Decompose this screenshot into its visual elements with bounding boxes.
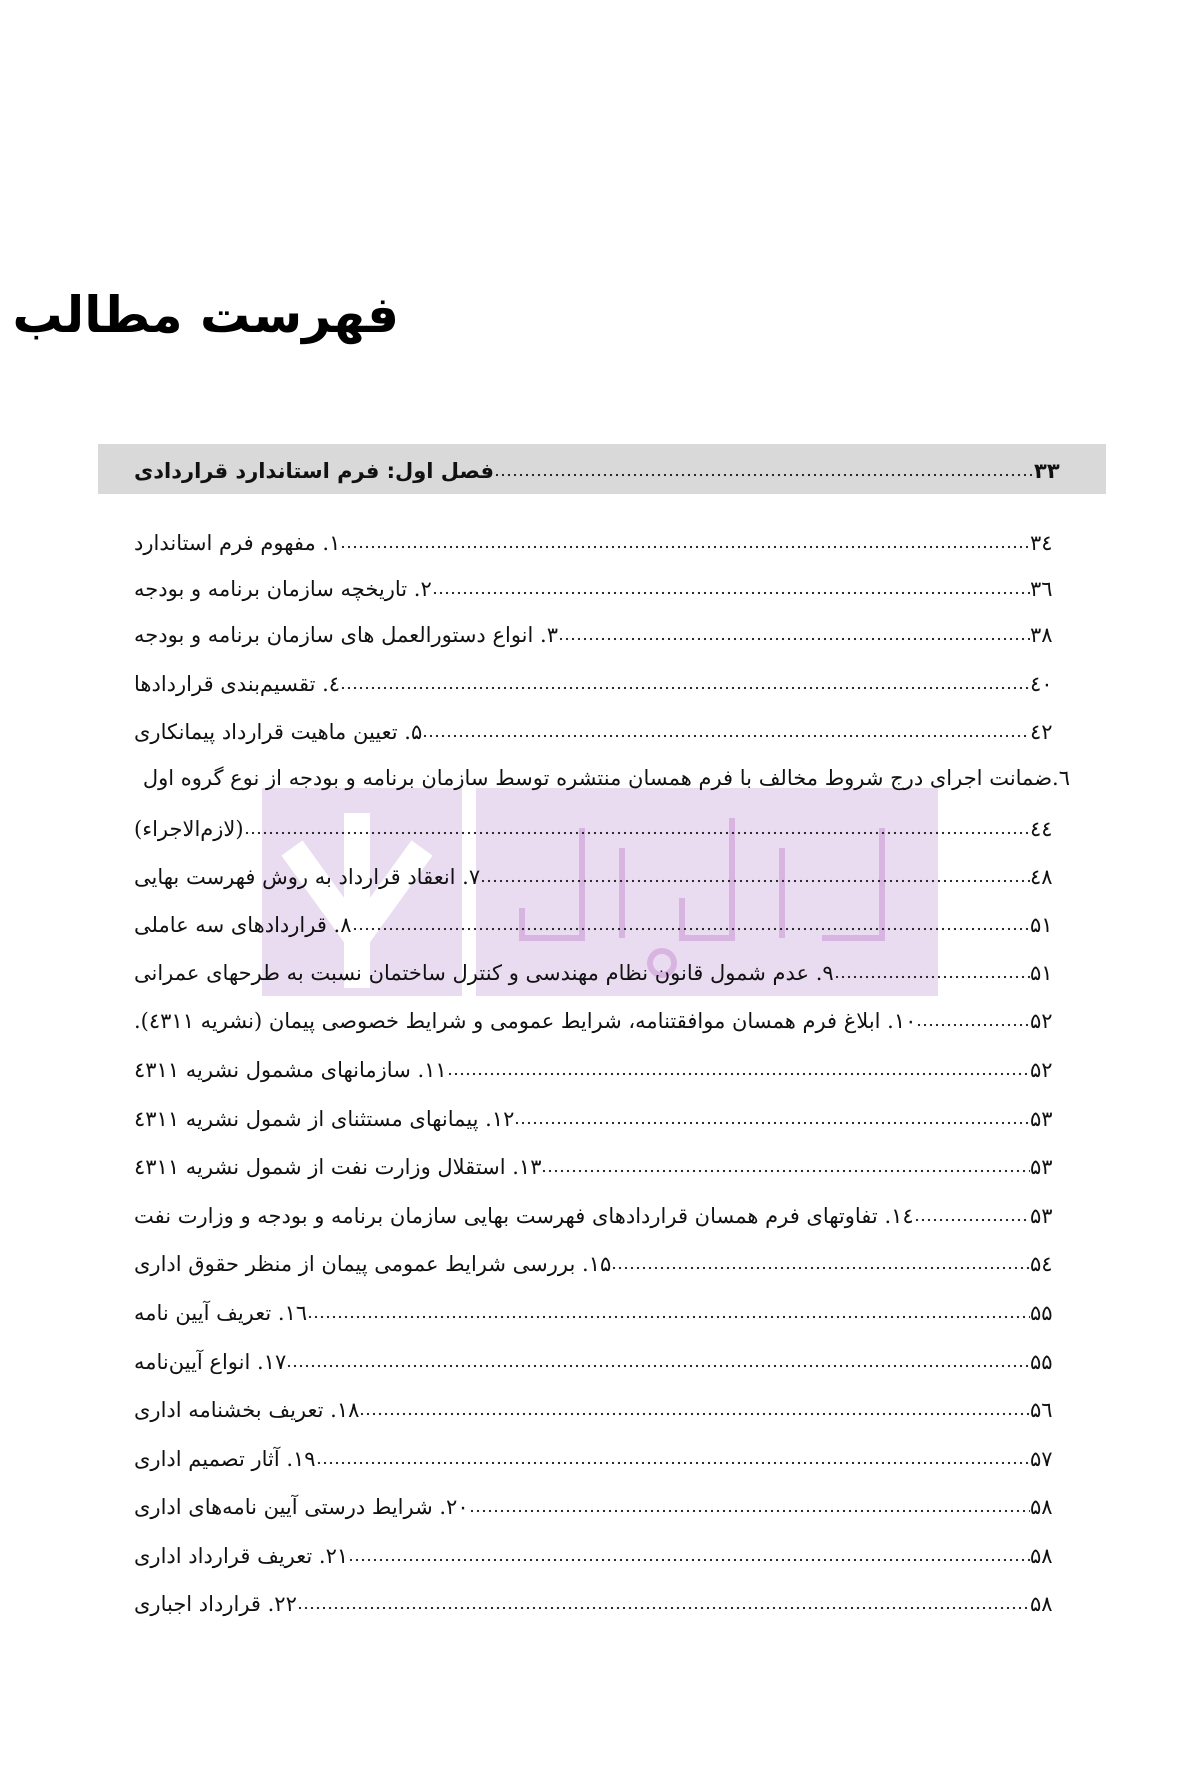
dot-leader: [316, 1460, 1030, 1466]
dot-leader: [469, 1508, 1030, 1514]
entry-title-first-line: ٦.ضمانت اجرای درج شروط مخالف با فرم همسان منتشره توسط سازمان برنامه و بودجه از نوع گروه اول: [142, 766, 1070, 790]
entry-title: (لازم‌الاجراء): [134, 817, 244, 841]
dot-leader: [432, 590, 1030, 596]
dot-leader: [480, 878, 1030, 884]
dot-leader: [307, 1314, 1030, 1320]
dot-leader: [340, 685, 1030, 691]
entry-title: ۱٤. تفاوتهای فرم همسان قراردادهای فهرست بهایی سازمان برنامه و بودجه و وزارت نفت: [134, 1204, 914, 1228]
entry-page-number: ٤۰: [1030, 672, 1053, 696]
dot-leader: [611, 1265, 1030, 1271]
toc-entry[interactable]: [130, 1051, 1070, 1085]
entry-title: ۲۲. قرارداد اجباری: [134, 1592, 297, 1616]
entry-page-number: ۳٤: [1030, 531, 1053, 555]
entry-page-number: ۵۵: [1030, 1350, 1053, 1374]
dot-leader: [297, 1605, 1030, 1611]
toc-entry[interactable]: [130, 1245, 1070, 1279]
dot-leader: [834, 974, 1030, 980]
entry-title: ۱۳. استقلال وزارت نفت از شمول نشریه ٤۳۱۱: [134, 1155, 542, 1179]
entry-title: ۲۰. شرایط درستی آیین نامه‌های اداری: [134, 1495, 469, 1519]
entry-page-number: ۵۲: [1030, 1009, 1053, 1033]
entry-page-number: ۵۸: [1030, 1495, 1053, 1519]
toc-entry[interactable]: [130, 616, 1070, 650]
toc-entry[interactable]: [130, 1100, 1070, 1134]
entry-page-number: ۵٤: [1030, 1252, 1053, 1276]
entry-page-number: ٤۸: [1030, 865, 1053, 889]
toc-entry[interactable]: [130, 1148, 1070, 1182]
entry-page-number: ٤۲: [1030, 720, 1053, 744]
entry-title: ۱۹. آثار تصمیم اداری: [134, 1447, 316, 1471]
entry-page-number: ۵۳: [1030, 1107, 1053, 1131]
entry-title: ۱. مفهوم فرم استاندارد: [134, 531, 341, 555]
chapter-page-number: ۳۳: [1034, 459, 1060, 483]
chapter-heading[interactable]: [98, 444, 1106, 494]
toc-entry[interactable]: [130, 1197, 1070, 1231]
toc-entry[interactable]: [130, 1343, 1070, 1377]
dot-leader: [422, 733, 1030, 739]
entry-page-number: ۳۸: [1030, 623, 1053, 647]
dot-leader: [352, 926, 1030, 932]
entry-title: ۲. تاریخچه سازمان برنامه و بودجه: [134, 577, 432, 601]
toc-entry[interactable]: [130, 1002, 1070, 1036]
toc-entry[interactable]: [130, 858, 1070, 892]
entry-page-number: ۵۳: [1030, 1155, 1053, 1179]
entry-title: ۹. عدم شمول قانون نظام مهندسی و کنترل ساختمان نسبت به طرحهای عمرانی: [134, 961, 834, 985]
entry-title: ۷. انعقاد قرارداد به روش فهرست بهایی: [134, 865, 481, 889]
entry-page-number: ۵۸: [1030, 1592, 1053, 1616]
dot-leader: [286, 1363, 1030, 1369]
dot-leader: [348, 1557, 1030, 1563]
entry-page-number: ۵۷: [1030, 1447, 1053, 1471]
entry-title: ٤. تقسیم‌بندی قراردادها: [134, 672, 341, 696]
toc-entry[interactable]: [130, 954, 1070, 988]
entry-title: ۵. تعیین ماهیت قرارداد پیمانکاری: [134, 720, 423, 744]
entry-title: ۱۸. تعریف بخشنامه اداری: [134, 1398, 360, 1422]
entry-page-number: ۵۵: [1030, 1301, 1053, 1325]
toc-entry[interactable]: [130, 1585, 1070, 1619]
toc-entry[interactable]: [130, 1488, 1070, 1522]
toc-entry[interactable]: [130, 570, 1070, 604]
dot-leader: [359, 1411, 1030, 1417]
toc-entry[interactable]: [130, 1391, 1070, 1425]
entry-page-number: ۵۱: [1030, 961, 1053, 985]
entry-page-number: ۳٦: [1030, 577, 1053, 601]
entry-title: ۱۰. ابلاغ فرم همسان موافقتنامه، شرایط عمومی و شرایط خصوصی پیمان (نشریه ٤۳۱۱).: [134, 1009, 917, 1033]
toc-entry[interactable]: [130, 906, 1070, 940]
entry-title: ۳. انواع دستورالعمل های سازمان برنامه و بودجه: [134, 623, 558, 647]
dot-leader: [916, 1022, 1030, 1028]
toc-entry[interactable]: [130, 713, 1070, 747]
entry-title: ۱۷. انواع آیین‌نامه: [134, 1350, 287, 1374]
entry-page-number: ٤٤: [1030, 817, 1053, 841]
entry-page-number: ۵۲: [1030, 1058, 1053, 1082]
dot-leader: [914, 1217, 1030, 1223]
toc-entry[interactable]: [130, 1294, 1070, 1328]
entry-page-number: ۵۳: [1030, 1204, 1053, 1228]
entry-page-number: ۵٦: [1030, 1398, 1053, 1422]
dot-leader: [494, 472, 1034, 478]
chapter-title: فصل اول: فرم استاندارد قراردادی: [134, 459, 494, 483]
dot-leader: [447, 1071, 1030, 1077]
dot-leader: [244, 830, 1030, 836]
entry-title: ۱۵. بررسی شرایط عمومی پیمان از منظر حقوق اداری: [134, 1252, 612, 1276]
entry-title: ۱۲. پیمانهای مستثنای از شمول نشریه ٤۳۱۱: [134, 1107, 515, 1131]
dot-leader: [340, 544, 1030, 550]
toc-entry[interactable]: [130, 524, 1070, 558]
toc-entry[interactable]: [130, 810, 1070, 844]
entry-title: ۱۱. سازمانهای مشمول نشریه ٤۳۱۱: [134, 1058, 447, 1082]
toc-entry[interactable]: [130, 665, 1070, 699]
toc-entry[interactable]: [130, 1537, 1070, 1571]
entry-page-number: ۵۸: [1030, 1544, 1053, 1568]
dot-leader: [514, 1120, 1030, 1126]
page-title: فهرست مطالب: [12, 286, 399, 344]
entry-title: ۲۱. تعریف قرارداد اداری: [134, 1544, 349, 1568]
dot-leader: [541, 1168, 1030, 1174]
entry-title: ۱٦. تعریف آیین نامه: [134, 1301, 308, 1325]
chapter-row[interactable]: [130, 452, 1074, 486]
toc-entry[interactable]: [130, 1440, 1070, 1474]
entry-title: ۸. قراردادهای سه عاملی: [134, 913, 352, 937]
dot-leader: [558, 636, 1030, 642]
entry-page-number: ۵۱: [1030, 913, 1053, 937]
